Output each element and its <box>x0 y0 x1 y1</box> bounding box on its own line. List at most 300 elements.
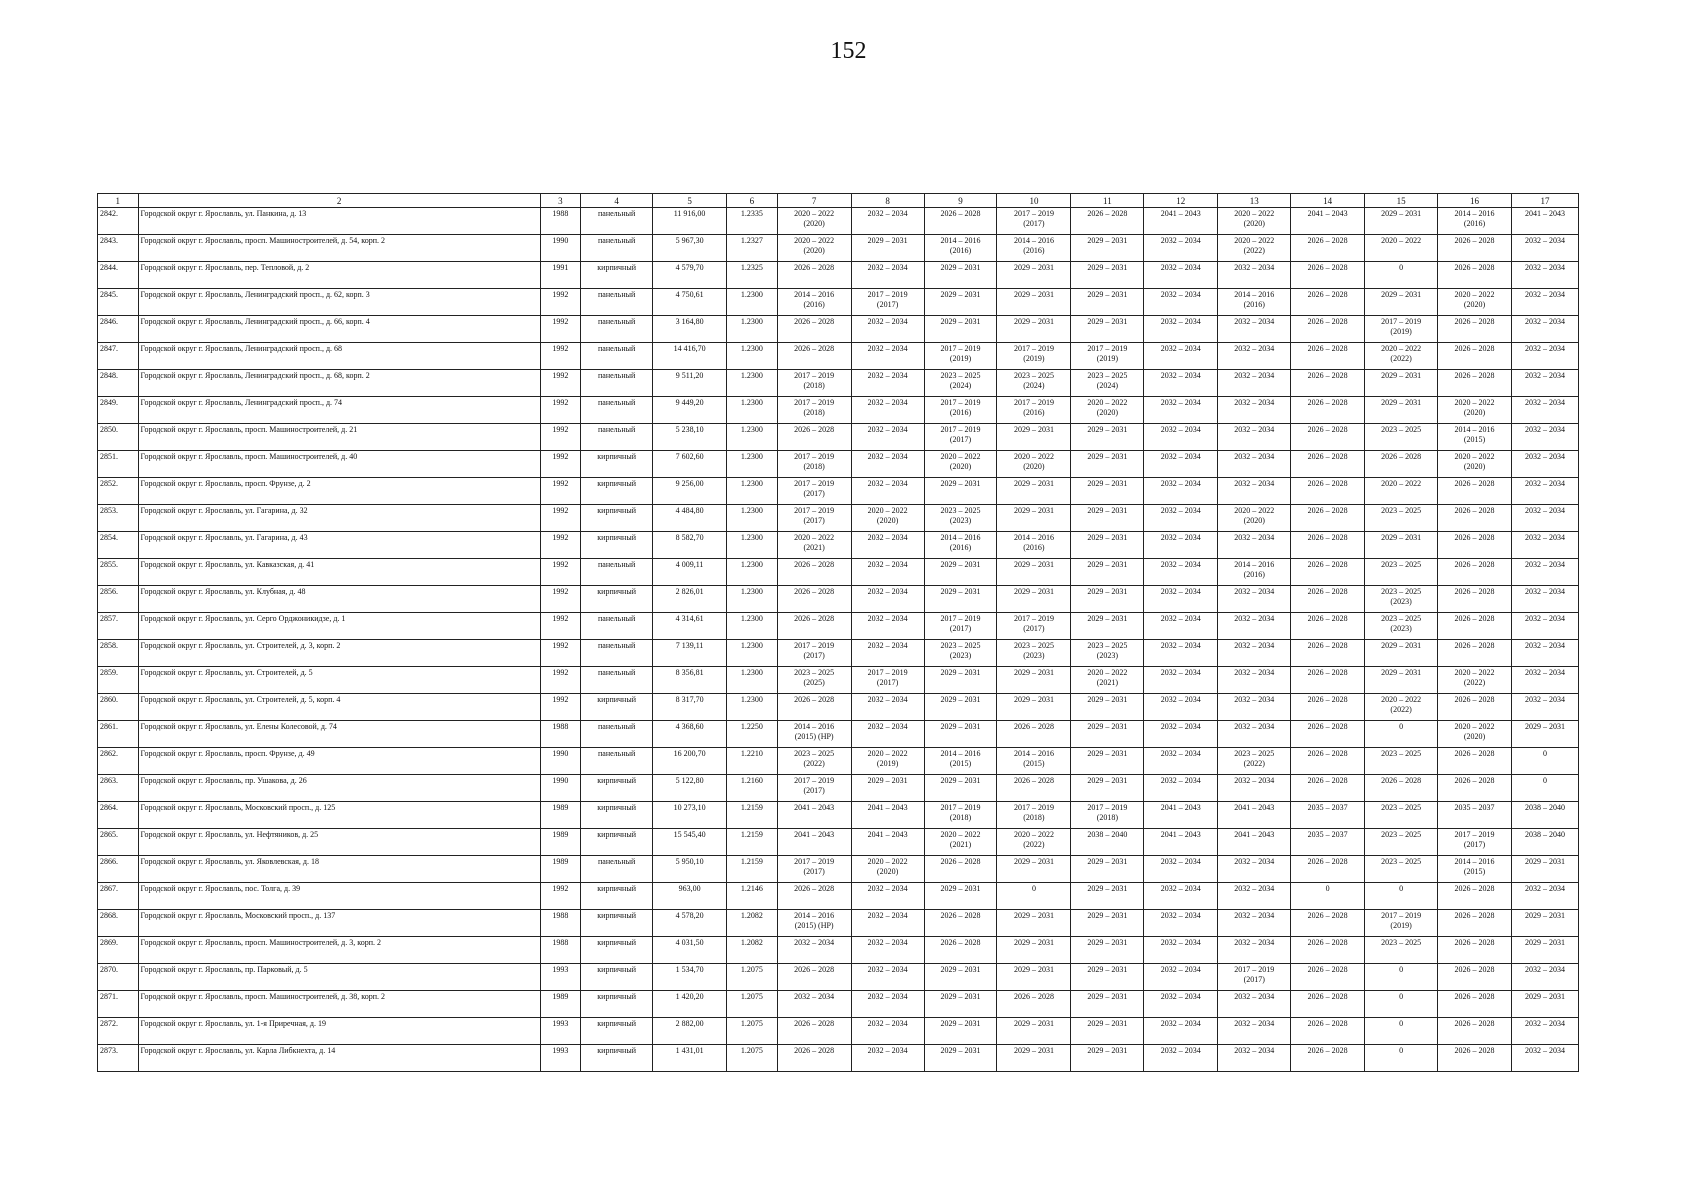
table-cell: 2023 – 2025 (2023) <box>924 505 997 532</box>
address-cell: Городской округ г. Ярославль, пос. Толга, д. 39 <box>138 883 540 910</box>
table-cell: 2029 – 2031 <box>997 694 1071 721</box>
table-cell: 0 <box>1365 1045 1438 1072</box>
table-cell: 2026 – 2028 <box>1438 910 1512 937</box>
table-cell: 2029 – 2031 <box>1511 910 1578 937</box>
table-cell: 2023 – 2025 <box>1365 937 1438 964</box>
row-number-cell: 2867. <box>98 883 139 910</box>
table-cell: 2020 – 2022 (2020) <box>1438 397 1512 424</box>
table-cell: 2029 – 2031 <box>997 586 1071 613</box>
table-cell: 4 484,80 <box>653 505 727 532</box>
table-cell: 2026 – 2028 <box>1365 775 1438 802</box>
table-cell: 2023 – 2025 (2024) <box>924 370 997 397</box>
table-cell: 2032 – 2034 <box>1218 586 1291 613</box>
table-cell: 15 545,40 <box>653 829 727 856</box>
table-row <box>98 505 1579 532</box>
table-cell: 2023 – 2025 (2023) <box>997 640 1071 667</box>
table-cell: 2029 – 2031 <box>924 694 997 721</box>
table-cell: 2032 – 2034 <box>1218 262 1291 289</box>
table-row <box>98 937 1579 964</box>
table-cell: кирпичный <box>581 1018 653 1045</box>
table-cell: 2032 – 2034 <box>851 532 924 559</box>
table-cell: 2029 – 2031 <box>851 775 924 802</box>
table-cell: кирпичный <box>581 694 653 721</box>
table-row <box>98 532 1579 559</box>
table-cell: 2029 – 2031 <box>997 910 1071 937</box>
table-cell: 2041 – 2043 <box>1218 829 1291 856</box>
address-cell: Городской округ г. Ярославль, ул. Елены Колесовой, д. 74 <box>138 721 540 748</box>
table-cell: 2020 – 2022 (2020) <box>924 451 997 478</box>
table-cell: 1.2075 <box>727 964 778 991</box>
table-cell: 2026 – 2028 <box>1291 424 1365 451</box>
table-cell: 1.2300 <box>727 586 778 613</box>
table-cell: 2029 – 2031 <box>1071 721 1144 748</box>
table-cell: 2032 – 2034 <box>1218 883 1291 910</box>
table-cell: 2032 – 2034 <box>1144 343 1218 370</box>
table-cell: 2032 – 2034 <box>851 262 924 289</box>
table-cell: 2023 – 2025 (2022) <box>777 748 851 775</box>
table-cell: 2032 – 2034 <box>1144 505 1218 532</box>
table-cell: 2032 – 2034 <box>1218 991 1291 1018</box>
address-cell: Городской округ г. Ярославль, ул. Серго Орджоникидзе, д. 1 <box>138 613 540 640</box>
table-cell: 2026 – 2028 <box>1438 1045 1512 1072</box>
row-number-cell: 2854. <box>98 532 139 559</box>
table-cell: 2020 – 2022 (2022) <box>1218 235 1291 262</box>
table-cell: 2032 – 2034 <box>1218 721 1291 748</box>
table-cell: 1.2300 <box>727 694 778 721</box>
table-cell: 2026 – 2028 <box>1291 559 1365 586</box>
table-cell: 2032 – 2034 <box>1144 316 1218 343</box>
table-cell: 2032 – 2034 <box>851 1018 924 1045</box>
address-cell: Городской округ г. Ярославль, просп. Фрунзе, д. 49 <box>138 748 540 775</box>
table-row <box>98 883 1579 910</box>
address-cell: Городской округ г. Ярославль, Ленинградский просп., д. 68, корп. 2 <box>138 370 540 397</box>
table-row <box>98 856 1579 883</box>
table-cell: 16 200,70 <box>653 748 727 775</box>
table-cell: 8 356,81 <box>653 667 727 694</box>
address-cell: Городской округ г. Ярославль, ул. Гагарина, д. 43 <box>138 532 540 559</box>
table-cell: 2032 – 2034 <box>1218 694 1291 721</box>
table-cell: 1.2082 <box>727 910 778 937</box>
table-cell: 2026 – 2028 <box>1291 694 1365 721</box>
table-cell: 2017 – 2019 (2019) <box>997 343 1071 370</box>
table-cell: 2029 – 2031 <box>1365 370 1438 397</box>
table-cell: 1.2075 <box>727 1045 778 1072</box>
table-cell: 2038 – 2040 <box>1511 802 1578 829</box>
table-cell: 1.2075 <box>727 1018 778 1045</box>
table-cell: 2032 – 2034 <box>1511 667 1578 694</box>
table-cell: 2020 – 2022 (2022) <box>1365 343 1438 370</box>
table-cell: 2026 – 2028 <box>1291 856 1365 883</box>
table-cell: 1992 <box>540 586 581 613</box>
table-cell: 2032 – 2034 <box>1144 1018 1218 1045</box>
table-cell: 2020 – 2022 (2020) <box>997 451 1071 478</box>
table-cell: 2029 – 2031 <box>924 1045 997 1072</box>
table-row <box>98 208 1579 235</box>
column-number: 5 <box>653 194 727 208</box>
table-cell: 2017 – 2019 (2017) <box>997 208 1071 235</box>
table-cell: 1992 <box>540 667 581 694</box>
table-cell: 2029 – 2031 <box>1071 775 1144 802</box>
address-cell: Городской округ г. Ярославль, Московский просп., д. 125 <box>138 802 540 829</box>
table-cell: 2032 – 2034 <box>851 559 924 586</box>
table-cell: 2032 – 2034 <box>1511 505 1578 532</box>
table-cell: 2029 – 2031 <box>1071 991 1144 1018</box>
table-cell: 2029 – 2031 <box>924 289 997 316</box>
table-cell: 2023 – 2025 (2023) <box>924 640 997 667</box>
table-cell: 2029 – 2031 <box>997 937 1071 964</box>
table-cell: 2032 – 2034 <box>1511 262 1578 289</box>
table-cell: 2020 – 2022 (2020) <box>1438 451 1512 478</box>
table-cell: 2029 – 2031 <box>997 667 1071 694</box>
table-cell: 2014 – 2016 (2015) <box>997 748 1071 775</box>
table-cell: кирпичный <box>581 991 653 1018</box>
table-cell: 1989 <box>540 829 581 856</box>
table-cell: 2032 – 2034 <box>851 694 924 721</box>
table-cell: 2041 – 2043 <box>1144 208 1218 235</box>
table-cell: 2026 – 2028 <box>997 721 1071 748</box>
table-cell: 2029 – 2031 <box>1071 505 1144 532</box>
table-cell: 2026 – 2028 <box>1291 289 1365 316</box>
table-cell: 8 317,70 <box>653 694 727 721</box>
table-cell: 2020 – 2022 <box>1365 235 1438 262</box>
table-cell: 2026 – 2028 <box>1291 640 1365 667</box>
table-body <box>98 194 1579 1072</box>
table-cell: 0 <box>1511 775 1578 802</box>
column-number: 10 <box>997 194 1071 208</box>
column-number-row <box>98 194 1579 208</box>
table-cell: 4 579,70 <box>653 262 727 289</box>
page-number: 152 <box>830 38 867 64</box>
table-row <box>98 1018 1579 1045</box>
table-cell: 2029 – 2031 <box>924 316 997 343</box>
table-cell: 2029 – 2031 <box>1365 397 1438 424</box>
column-number: 15 <box>1365 194 1438 208</box>
table-cell: 2023 – 2025 <box>1365 748 1438 775</box>
table-cell: 2026 – 2028 <box>1438 694 1512 721</box>
address-cell: Городской округ г. Ярославль, ул. Строителей, д. 5 <box>138 667 540 694</box>
table-cell: 14 416,70 <box>653 343 727 370</box>
table-cell: 2014 – 2016 (2016) <box>924 235 997 262</box>
table-cell: 2032 – 2034 <box>1218 937 1291 964</box>
row-number-cell: 2866. <box>98 856 139 883</box>
table-cell: 2026 – 2028 <box>1438 559 1512 586</box>
table-cell: 2029 – 2031 <box>1071 1045 1144 1072</box>
table-cell: 2032 – 2034 <box>1144 1045 1218 1072</box>
table-cell: 2029 – 2031 <box>924 964 997 991</box>
table-cell: 1.2300 <box>727 424 778 451</box>
table-cell: 1988 <box>540 937 581 964</box>
table-row <box>98 424 1579 451</box>
table-cell: 2029 – 2031 <box>1071 478 1144 505</box>
table-cell: 2032 – 2034 <box>1511 532 1578 559</box>
table-cell: 4 368,60 <box>653 721 727 748</box>
table-cell: 2014 – 2016 (2015) <box>924 748 997 775</box>
address-cell: Городской округ г. Ярославль, просп. Машиностроителей, д. 38, корп. 2 <box>138 991 540 1018</box>
table-cell: 1992 <box>540 451 581 478</box>
table-cell: 2029 – 2031 <box>997 424 1071 451</box>
table-cell: 2026 – 2028 <box>1291 775 1365 802</box>
table-cell: 2026 – 2028 <box>1291 937 1365 964</box>
table-cell: 2041 – 2043 <box>777 829 851 856</box>
table-cell: 2041 – 2043 <box>851 802 924 829</box>
table-cell: 2026 – 2028 <box>1291 370 1365 397</box>
table-cell: 2026 – 2028 <box>1438 991 1512 1018</box>
column-number: 2 <box>138 194 540 208</box>
address-cell: Городской округ г. Ярославль, ул. Панкина, д. 13 <box>138 208 540 235</box>
table-row <box>98 721 1579 748</box>
table-cell: 2032 – 2034 <box>1218 424 1291 451</box>
row-number-cell: 2864. <box>98 802 139 829</box>
column-number: 7 <box>777 194 851 208</box>
table-cell: 2023 – 2025 (2022) <box>1218 748 1291 775</box>
table-cell: 2029 – 2031 <box>1071 613 1144 640</box>
table-cell: кирпичный <box>581 1045 653 1072</box>
table-cell: 1.2160 <box>727 775 778 802</box>
table-cell: 1.2327 <box>727 235 778 262</box>
row-number-cell: 2846. <box>98 316 139 343</box>
table-cell: 2026 – 2028 <box>777 262 851 289</box>
table-cell: 1990 <box>540 235 581 262</box>
table-cell: 2029 – 2031 <box>1071 964 1144 991</box>
table-cell: 2041 – 2043 <box>777 802 851 829</box>
table-cell: 2032 – 2034 <box>1218 451 1291 478</box>
table-cell: 2026 – 2028 <box>1291 397 1365 424</box>
table-cell: 2032 – 2034 <box>1511 343 1578 370</box>
table-cell: 2023 – 2025 (2023) <box>1365 613 1438 640</box>
address-cell: Городской округ г. Ярославль, просп. Машиностроителей, д. 21 <box>138 424 540 451</box>
table-cell: 2020 – 2022 (2020) <box>1071 397 1144 424</box>
table-cell: 2032 – 2034 <box>1218 775 1291 802</box>
table-cell: 1.2300 <box>727 640 778 667</box>
table-cell: 2026 – 2028 <box>1438 262 1512 289</box>
table-cell: 9 256,00 <box>653 478 727 505</box>
table-cell: 0 <box>1365 1018 1438 1045</box>
table-cell: 2026 – 2028 <box>1438 586 1512 613</box>
table-cell: 2032 – 2034 <box>1144 937 1218 964</box>
table-cell: 2026 – 2028 <box>1438 343 1512 370</box>
table-row <box>98 235 1579 262</box>
table-row <box>98 316 1579 343</box>
row-number-cell: 2857. <box>98 613 139 640</box>
table-cell: 2041 – 2043 <box>1291 208 1365 235</box>
table-cell: 1.2325 <box>727 262 778 289</box>
row-number-cell: 2863. <box>98 775 139 802</box>
row-number-cell: 2852. <box>98 478 139 505</box>
table-cell: 2014 – 2016 (2015) (НР) <box>777 721 851 748</box>
table-cell: панельный <box>581 370 653 397</box>
table-cell: 1.2335 <box>727 208 778 235</box>
table-cell: 9 449,20 <box>653 397 727 424</box>
table-cell: 2029 – 2031 <box>1071 451 1144 478</box>
table-cell: 1.2300 <box>727 532 778 559</box>
row-number-cell: 2849. <box>98 397 139 424</box>
table-cell: 2017 – 2019 (2017) <box>851 667 924 694</box>
table-cell: 2032 – 2034 <box>1511 424 1578 451</box>
table-cell: панельный <box>581 343 653 370</box>
table-cell: 2020 – 2022 (2022) <box>997 829 1071 856</box>
table-cell: 2029 – 2031 <box>1071 910 1144 937</box>
table-row <box>98 289 1579 316</box>
table-cell: 2032 – 2034 <box>1144 694 1218 721</box>
table-cell: 2023 – 2025 (2024) <box>1071 370 1144 397</box>
table-row <box>98 775 1579 802</box>
table-row <box>98 478 1579 505</box>
table-cell: 5 950,10 <box>653 856 727 883</box>
table-cell: 1.2300 <box>727 289 778 316</box>
table-cell: 2032 – 2034 <box>1144 262 1218 289</box>
table-cell: 2017 – 2019 (2017) <box>997 613 1071 640</box>
table-cell: 2032 – 2034 <box>1511 451 1578 478</box>
table-cell: кирпичный <box>581 532 653 559</box>
table-cell: 2026 – 2028 <box>1291 262 1365 289</box>
table-cell: 4 009,11 <box>653 559 727 586</box>
table-row <box>98 694 1579 721</box>
table-cell: 2032 – 2034 <box>1511 964 1578 991</box>
table-cell: 1992 <box>540 883 581 910</box>
table-cell: 1992 <box>540 694 581 721</box>
table-cell: 2032 – 2034 <box>1144 397 1218 424</box>
table-cell: 1992 <box>540 613 581 640</box>
table-cell: 2026 – 2028 <box>777 1045 851 1072</box>
table-cell: 2020 – 2022 (2020) <box>777 235 851 262</box>
table-cell: 2032 – 2034 <box>851 937 924 964</box>
address-cell: Городской округ г. Ярославль, пр. Парковый, д. 5 <box>138 964 540 991</box>
table-cell: 2026 – 2028 <box>1291 505 1365 532</box>
table-cell: 2014 – 2016 (2016) <box>1218 559 1291 586</box>
table-cell: 2020 – 2022 (2020) <box>1438 721 1512 748</box>
table-cell: 2017 – 2019 (2017) <box>924 424 997 451</box>
table-cell: 2032 – 2034 <box>1144 856 1218 883</box>
table-cell: 2032 – 2034 <box>851 478 924 505</box>
table-cell: 2032 – 2034 <box>1218 640 1291 667</box>
table-cell: 1.2159 <box>727 856 778 883</box>
row-number-cell: 2870. <box>98 964 139 991</box>
table-cell: 2032 – 2034 <box>1511 397 1578 424</box>
table-cell: кирпичный <box>581 451 653 478</box>
table-cell: 4 314,61 <box>653 613 727 640</box>
address-cell: Городской округ г. Ярославль, Ленинградский просп., д. 62, корп. 3 <box>138 289 540 316</box>
table-cell: 2032 – 2034 <box>1511 559 1578 586</box>
table-cell: 2032 – 2034 <box>851 208 924 235</box>
table-cell: 2026 – 2028 <box>1438 640 1512 667</box>
table-cell: 4 031,50 <box>653 937 727 964</box>
table-cell: 1992 <box>540 397 581 424</box>
table-cell: 2032 – 2034 <box>1144 910 1218 937</box>
table-cell: 1 534,70 <box>653 964 727 991</box>
table-cell: 2026 – 2028 <box>1291 586 1365 613</box>
address-cell: Городской округ г. Ярославль, Ленинградский просп., д. 68 <box>138 343 540 370</box>
table-cell: 2026 – 2028 <box>777 1018 851 1045</box>
table-cell: 2026 – 2028 <box>1291 316 1365 343</box>
table-cell: 2029 – 2031 <box>997 478 1071 505</box>
table-cell: 2032 – 2034 <box>1144 748 1218 775</box>
table-cell: 2020 – 2022 (2020) <box>851 856 924 883</box>
table-cell: 2014 – 2016 (2016) <box>997 532 1071 559</box>
address-cell: Городской округ г. Ярославль, просп. Машиностроителей, д. 3, корп. 2 <box>138 937 540 964</box>
table-cell: панельный <box>581 667 653 694</box>
table-cell: 2023 – 2025 <box>1365 559 1438 586</box>
table-cell: 2014 – 2016 (2016) <box>777 289 851 316</box>
address-cell: Городской округ г. Ярославль, пр. Ушакова, д. 26 <box>138 775 540 802</box>
table-cell: 1 420,20 <box>653 991 727 1018</box>
table-cell: 2014 – 2016 (2016) <box>1218 289 1291 316</box>
table-cell: 2026 – 2028 <box>1438 748 1512 775</box>
table-cell: 1.2250 <box>727 721 778 748</box>
address-cell: Городской округ г. Ярославль, ул. Гагарина, д. 32 <box>138 505 540 532</box>
table-cell: 2026 – 2028 <box>1365 451 1438 478</box>
address-cell: Городской округ г. Ярославль, просп. Машиностроителей, д. 40 <box>138 451 540 478</box>
row-number-cell: 2865. <box>98 829 139 856</box>
table-cell: 2032 – 2034 <box>1511 370 1578 397</box>
table-cell: 10 273,10 <box>653 802 727 829</box>
table-cell: 1989 <box>540 991 581 1018</box>
row-number-cell: 2848. <box>98 370 139 397</box>
table-cell: 2032 – 2034 <box>1144 721 1218 748</box>
table-cell: кирпичный <box>581 829 653 856</box>
table-cell: 2029 – 2031 <box>1071 883 1144 910</box>
table-cell: 2032 – 2034 <box>1218 397 1291 424</box>
table-cell: 2032 – 2034 <box>1144 586 1218 613</box>
table-cell: 2026 – 2028 <box>997 991 1071 1018</box>
table-row <box>98 991 1579 1018</box>
table-row <box>98 910 1579 937</box>
table-cell: 2032 – 2034 <box>1511 316 1578 343</box>
table-cell: 2032 – 2034 <box>851 613 924 640</box>
table-cell: 2032 – 2034 <box>1218 316 1291 343</box>
table-cell: 2029 – 2031 <box>997 856 1071 883</box>
table-cell: 1989 <box>540 802 581 829</box>
column-number: 14 <box>1291 194 1365 208</box>
table-cell: 2032 – 2034 <box>1218 1045 1291 1072</box>
table-cell: 2026 – 2028 <box>1291 748 1365 775</box>
table-cell: 2032 – 2034 <box>851 343 924 370</box>
table-cell: 2029 – 2031 <box>1365 208 1438 235</box>
table-row <box>98 451 1579 478</box>
table-cell: 2023 – 2025 (2025) <box>777 667 851 694</box>
table-cell: панельный <box>581 748 653 775</box>
table-row <box>98 370 1579 397</box>
table-cell: 0 <box>1365 721 1438 748</box>
table-cell: 2020 – 2022 (2022) <box>1365 694 1438 721</box>
table-cell: панельный <box>581 559 653 586</box>
table-cell: 2026 – 2028 <box>1438 370 1512 397</box>
table-cell: 2032 – 2034 <box>851 910 924 937</box>
table-cell: 2026 – 2028 <box>1438 613 1512 640</box>
table-row <box>98 640 1579 667</box>
table-cell: панельный <box>581 721 653 748</box>
table-cell: 2029 – 2031 <box>1071 748 1144 775</box>
row-number-cell: 2845. <box>98 289 139 316</box>
table-cell: кирпичный <box>581 910 653 937</box>
table-cell: 2026 – 2028 <box>1291 1045 1365 1072</box>
table-cell: 1.2300 <box>727 505 778 532</box>
table-cell: 2020 – 2022 (2020) <box>1218 208 1291 235</box>
table-cell: 2020 – 2022 (2019) <box>851 748 924 775</box>
table-cell: 2026 – 2028 <box>1438 1018 1512 1045</box>
table-cell: 2029 – 2031 <box>1071 856 1144 883</box>
table-cell: 2032 – 2034 <box>851 424 924 451</box>
table-cell: 9 511,20 <box>653 370 727 397</box>
table-cell: 1990 <box>540 775 581 802</box>
table-cell: 2032 – 2034 <box>1511 235 1578 262</box>
table-cell: 5 967,30 <box>653 235 727 262</box>
table-cell: 2032 – 2034 <box>1218 910 1291 937</box>
table-cell: 1988 <box>540 910 581 937</box>
address-cell: Городской округ г. Ярославль, просп. Машиностроителей, д. 54, корп. 2 <box>138 235 540 262</box>
table-cell: 2029 – 2031 <box>997 289 1071 316</box>
table-row <box>98 964 1579 991</box>
table-cell: 1.2300 <box>727 478 778 505</box>
